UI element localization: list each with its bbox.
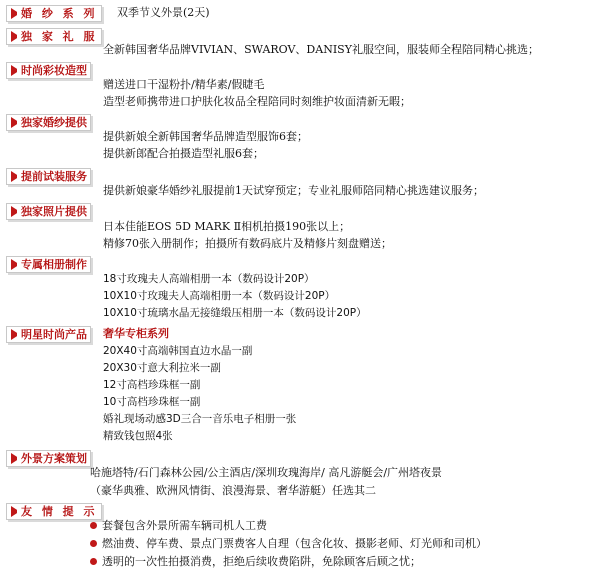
- tip-item-3: [90, 555, 421, 569]
- locations-line-1: 哈施塔特/石门森林公园/公主酒店/深圳玫瑰海岸/ 高凡游艇会/广州塔夜景: [90, 466, 443, 479]
- makeup-line-2: 造型老师携带进口护肤化妆品全程陪同时刻维护妆面清新无暇；: [103, 95, 411, 108]
- section-tag-fitting: 提前试装服务: [6, 168, 91, 185]
- tip-item-text: 燃油费、停车费、景点门票费客人自理（包含化妆、摄影老师、灯光师和司机）: [102, 537, 487, 550]
- products-line-2: 20X30寸意大利拉米一副: [103, 362, 221, 374]
- tip-item-2: [90, 537, 487, 551]
- photos-line-2: 精修70张入册制作；拍摄所有数码底片及精修片刻盘赠送；: [103, 237, 392, 250]
- products-line-5: 婚礼现场动感3D三合一音乐电子相册一张: [103, 413, 297, 425]
- section-tag-photos: 独家照片提供: [6, 203, 91, 220]
- section-tag-wedding-dress: 独家婚纱提供: [6, 114, 91, 131]
- products-subtitle: 奢华专柜系列: [103, 327, 169, 340]
- products-line-4: 10寸高档珍珠框一副: [103, 396, 201, 408]
- products-line-1: 20X40寸高端韩国直边水晶一副: [103, 345, 253, 357]
- wedding-dress-line-1: 提供新娘全新韩国奢华品牌造型服饰6套；: [103, 130, 308, 143]
- section-tag-products: 明星时尚产品: [6, 326, 91, 343]
- album-line-1: 18寸玫瑰夫人高端相册一本（数码设计20P）: [103, 273, 315, 285]
- section-tag-locations: 外景方案策划: [6, 450, 91, 467]
- fitting-line: 提供新娘豪华婚纱礼服提前1天试穿预定；专业礼服师陪同精心挑选建议服务；: [103, 184, 484, 197]
- photos-line-1: 日本佳能EOS 5D MARK Ⅱ相机拍摄190张以上；: [103, 220, 351, 233]
- series-heading-text: 双季节义外景(2天): [117, 6, 210, 19]
- section-tag-exclusive-dress: 独 家 礼 服: [6, 28, 102, 45]
- red-dot-bullet-icon: [90, 540, 97, 547]
- album-line-2: 10X10寸玫瑰夫人高端相册一本（数码设计20P）: [103, 290, 336, 302]
- section-tag-album: 专属相册制作: [6, 256, 91, 273]
- makeup-line-1: 赠送进口干湿粉扑/精华素/假睫毛: [103, 78, 265, 91]
- exclusive-dress-line: 全新韩国奢华品牌VIVIAN、SWAROV、DANISY礼服空间，服装师全程陪同精心挑选；: [103, 43, 539, 56]
- album-line-3: 10X10寸琉璃水晶无接缝缎压相册一本（数码设计20P）: [103, 307, 367, 319]
- section-tag-tips: 友 情 提 示: [6, 503, 102, 520]
- products-line-6: 精致钱包照4张: [103, 430, 173, 442]
- red-dot-bullet-icon: [90, 522, 97, 529]
- tip-item-1: [90, 519, 267, 533]
- wedding-dress-line-2: 提供新郎配合拍摄造型礼服6套；: [103, 147, 264, 160]
- tip-item-text: 套餐包含外景所需车辆司机人工费: [102, 519, 267, 532]
- products-line-3: 12寸高档珍珠框一副: [103, 379, 201, 391]
- section-tag-makeup: 时尚彩妆造型: [6, 62, 91, 79]
- red-dot-bullet-icon: [90, 558, 97, 565]
- locations-line-2: （豪华典雅、欧洲风情街、浪漫海景、奢华游艇）任选其二: [90, 484, 376, 497]
- tip-item-text: 透明的一次性拍摄消费，拒绝后续收费陷阱，免除顾客后顾之忧；: [102, 555, 421, 568]
- series-heading-tag: 婚 纱 系 列: [6, 5, 102, 22]
